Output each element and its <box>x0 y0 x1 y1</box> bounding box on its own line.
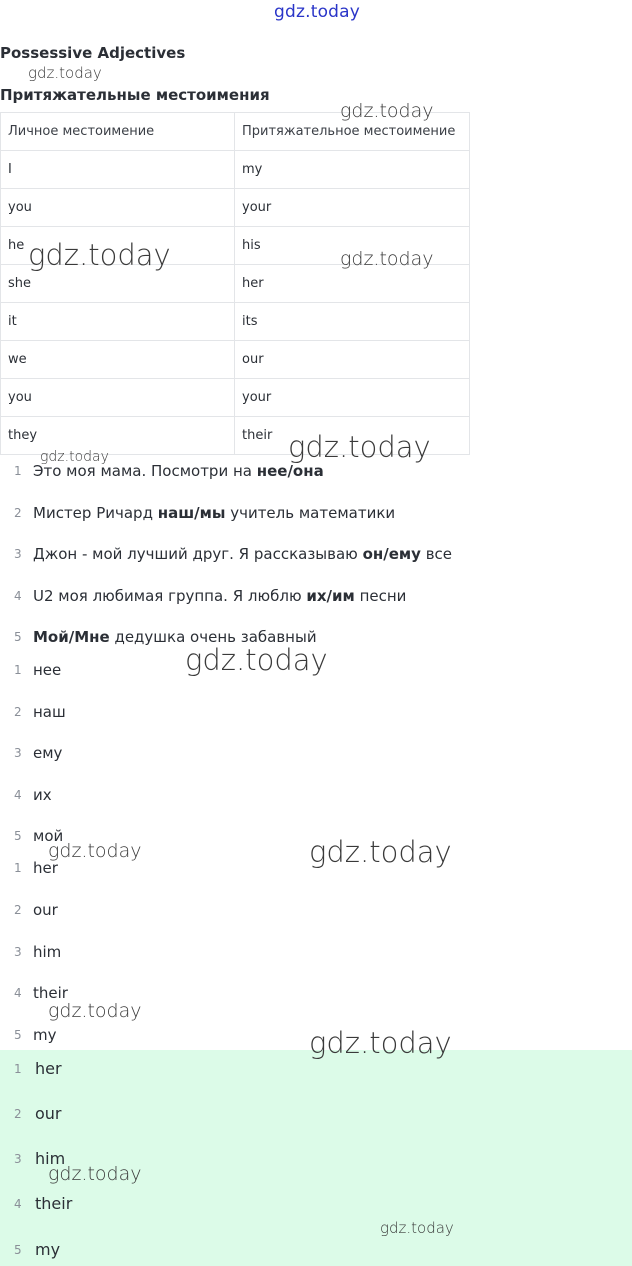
item-text: our <box>33 901 58 919</box>
pronoun-table <box>0 112 470 455</box>
table-row <box>1 341 470 379</box>
item-number: 4 <box>14 986 22 1000</box>
site-logo[interactable]: gdz.today <box>274 2 361 22</box>
watermark: gdz.today <box>309 835 452 869</box>
item-text: Мистер Ричард наш/мы учитель математики <box>33 504 396 522</box>
item-number: 1 <box>14 663 22 677</box>
item-number: 2 <box>14 1107 22 1121</box>
table-cell: your <box>235 379 470 417</box>
table-header-cell: Личное местоимение <box>1 113 235 151</box>
table-row <box>1 151 470 189</box>
watermark: gdz.today <box>288 430 431 464</box>
table-cell: his <box>235 227 470 265</box>
item-text: him <box>35 1149 66 1168</box>
table-cell: it <box>1 303 235 341</box>
item-number: 4 <box>14 589 22 603</box>
watermark: gdz.today <box>340 100 434 122</box>
item-number: 2 <box>14 705 22 719</box>
item-number: 2 <box>14 506 22 520</box>
answer-highlight-block <box>0 1050 632 1266</box>
heading-russian: Притяжательные местоимения <box>0 86 270 104</box>
item-number: 1 <box>14 1062 22 1076</box>
item-text: my <box>35 1240 61 1259</box>
item-number: 5 <box>14 1243 22 1257</box>
item-number: 5 <box>14 630 22 644</box>
item-text: her <box>33 859 58 877</box>
watermark: gdz.today <box>185 643 328 677</box>
table-cell: they <box>1 417 235 455</box>
item-text: нее <box>33 661 62 679</box>
watermark: gdz.today <box>309 1026 452 1060</box>
item-number: 2 <box>14 903 22 917</box>
table-cell: their <box>235 417 470 455</box>
table-cell: its <box>235 303 470 341</box>
table-row <box>1 379 470 417</box>
item-text: мой <box>33 827 64 845</box>
watermark: gdz.today <box>28 64 102 82</box>
table-row <box>1 189 470 227</box>
table-cell: you <box>1 189 235 227</box>
watermark: gdz.today <box>48 840 142 862</box>
item-text: наш <box>33 703 66 721</box>
item-text: Джон - мой лучший друг. Я рассказываю он/ему все <box>33 545 453 563</box>
item-number: 5 <box>14 829 22 843</box>
table-row <box>1 303 470 341</box>
watermark: gdz.today <box>48 1163 142 1185</box>
item-number: 3 <box>14 1152 22 1166</box>
item-text: my <box>33 1026 57 1044</box>
table-cell: your <box>235 189 470 227</box>
watermark: gdz.today <box>40 449 109 465</box>
item-number: 3 <box>14 746 22 760</box>
table-cell: our <box>235 341 470 379</box>
item-text: their <box>33 984 68 1002</box>
table-cell: I <box>1 151 235 189</box>
table-cell: we <box>1 341 235 379</box>
watermark: gdz.today <box>48 1000 142 1022</box>
table-cell: my <box>235 151 470 189</box>
watermark: gdz.today <box>380 1219 454 1237</box>
table-cell: you <box>1 379 235 417</box>
table-cell: she <box>1 265 235 303</box>
item-number: 5 <box>14 1028 22 1042</box>
watermark: gdz.today <box>28 238 171 272</box>
item-text: U2 моя любимая группа. Я люблю их/им песни <box>33 587 407 605</box>
item-text: her <box>35 1059 62 1078</box>
item-text: him <box>33 943 62 961</box>
item-number: 4 <box>14 1197 22 1211</box>
item-text: their <box>35 1194 73 1213</box>
table-cell: he <box>1 227 235 265</box>
item-number: 3 <box>14 945 22 959</box>
item-text: Это моя мама. Посмотри на нее/она <box>33 462 324 480</box>
item-text: Мой/Мне дедушка очень забавный <box>33 628 317 646</box>
table-cell: her <box>235 265 470 303</box>
item-text: их <box>33 786 52 804</box>
item-number: 4 <box>14 788 22 802</box>
watermark: gdz.today <box>340 248 434 270</box>
item-number: 3 <box>14 547 22 561</box>
item-number: 1 <box>14 861 22 875</box>
item-text: ему <box>33 744 63 762</box>
heading-english: Possessive Adjectives <box>0 44 186 62</box>
table-header-cell: Притяжательное местоимение <box>235 113 470 151</box>
item-number: 1 <box>14 464 22 478</box>
item-text: our <box>35 1104 62 1123</box>
